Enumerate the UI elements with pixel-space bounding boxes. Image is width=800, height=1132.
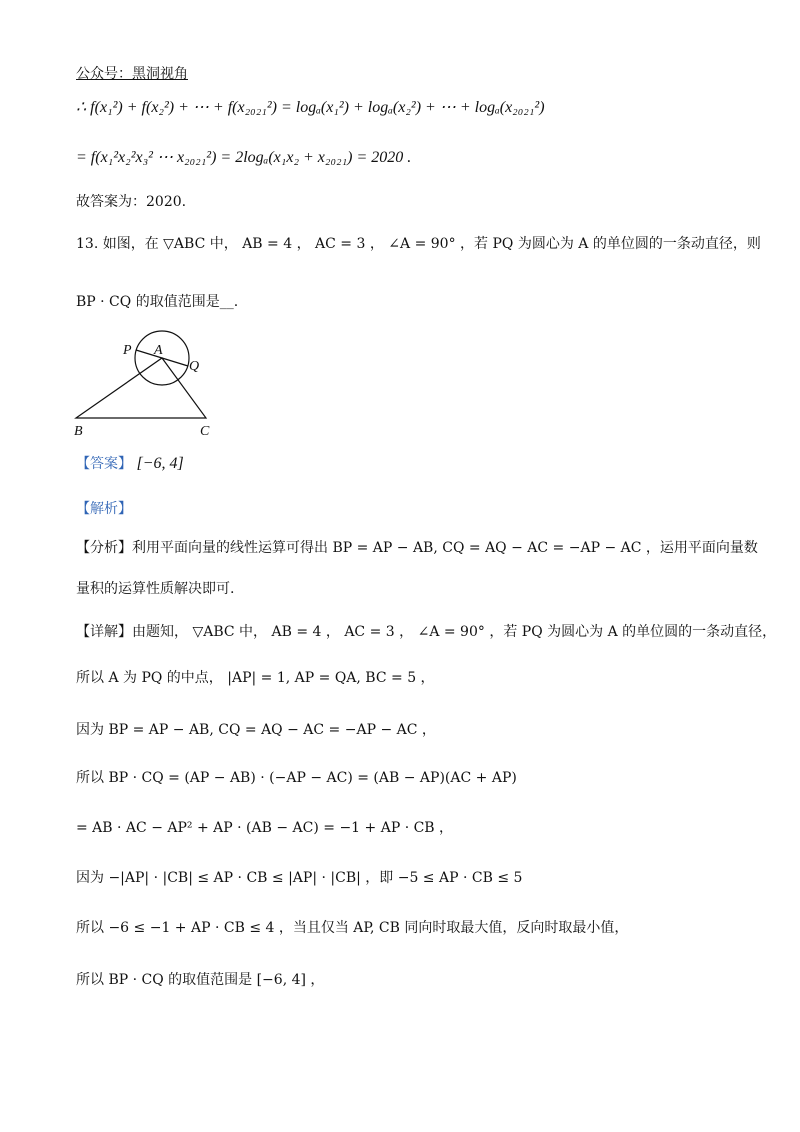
label-a: A	[154, 343, 163, 358]
watermark-text: 公众号：黑洞视角	[76, 66, 188, 82]
label-p: P	[123, 343, 132, 358]
problem-13-question: BP · CQ 的取值范围是__.	[76, 294, 239, 310]
detail-line-6: 所以 −6 ≤ −1 + AP · CB ≤ 4 ，当且仅当 AP, CB 同向时取最大值，反向时取最小值，	[76, 920, 629, 936]
detail-line-4: = AB · AC − AP² + AP · (AB − AC) = −1 + AP · CB ，	[76, 820, 454, 836]
fenxi-text: 利用平面向量的线性运算可得出 BP = AP − AB, CQ = AQ − AC = −AP − AC ，运用平面向量数	[132, 540, 758, 556]
analysis-tag: 【解析】	[76, 501, 132, 517]
fenxi-tag: 【分析】	[76, 540, 132, 556]
xiangjie-row	[76, 620, 776, 644]
detail-line-5: 因为 −|AP| · |CB| ≤ AP · CB ≤ |AP| · |CB| ，即 −5 ≤ AP · CB ≤ 5	[76, 870, 523, 886]
triangle-abc	[76, 358, 206, 418]
xiangjie-tag: 【详解】	[76, 624, 132, 640]
equation-line-2: = f(x₁²x₂²x₃² ⋯ x₂₀₂₁²) = 2logₐ(x₁x₂ + x₂₀₂₁) = 2020 .	[76, 149, 412, 166]
answer-value: [−6, 4]	[136, 455, 184, 472]
detail-line-7: 所以 BP · CQ 的取值范围是 [−6, 4] ，	[76, 972, 325, 988]
answer-row	[76, 452, 184, 476]
fenxi-text-continued: 量积的运算性质解决即可.	[76, 581, 235, 597]
equation-line-1: ∴ f(x₁²) + f(x₂²) + ⋯ + f(x₂₀₂₁²) = logₐ(x₁²) + logₐ(x₂²) + ⋯ + logₐ(x₂₀₂₁²)	[76, 99, 545, 116]
answer-statement: 故答案为：2020.	[76, 194, 187, 210]
detail-line-1: 所以 A 为 PQ 的中点， |AP| = 1, AP = QA, BC = 5 ，	[76, 670, 435, 686]
detail-line-3: 所以 BP · CQ = (AP − AB) · (−AP − AC) = (AB − AP)(AC + AP)	[76, 770, 517, 786]
label-q: Q	[189, 359, 200, 374]
answer-tag: 【答案】	[76, 456, 132, 472]
problem-13-text: 13. 如图，在 ▽ABC 中， AB = 4 ， AC = 3 ， ∠A = 90° ，若 PQ 为圆心为 A 的单位圆的一条动直径，则	[76, 236, 761, 252]
detail-line-2: 因为 BP = AP − AB, CQ = AQ − AC = −AP − AC ，	[76, 722, 436, 738]
label-c: C	[200, 424, 210, 439]
label-b: B	[74, 424, 83, 439]
xiangjie-text: 由题知， ▽ABC 中， AB = 4 ， AC = 3 ， ∠A = 90° ，若 PQ 为圆心为 A 的单位圆的一条动直径，	[132, 624, 777, 640]
fenxi-row	[76, 536, 758, 560]
